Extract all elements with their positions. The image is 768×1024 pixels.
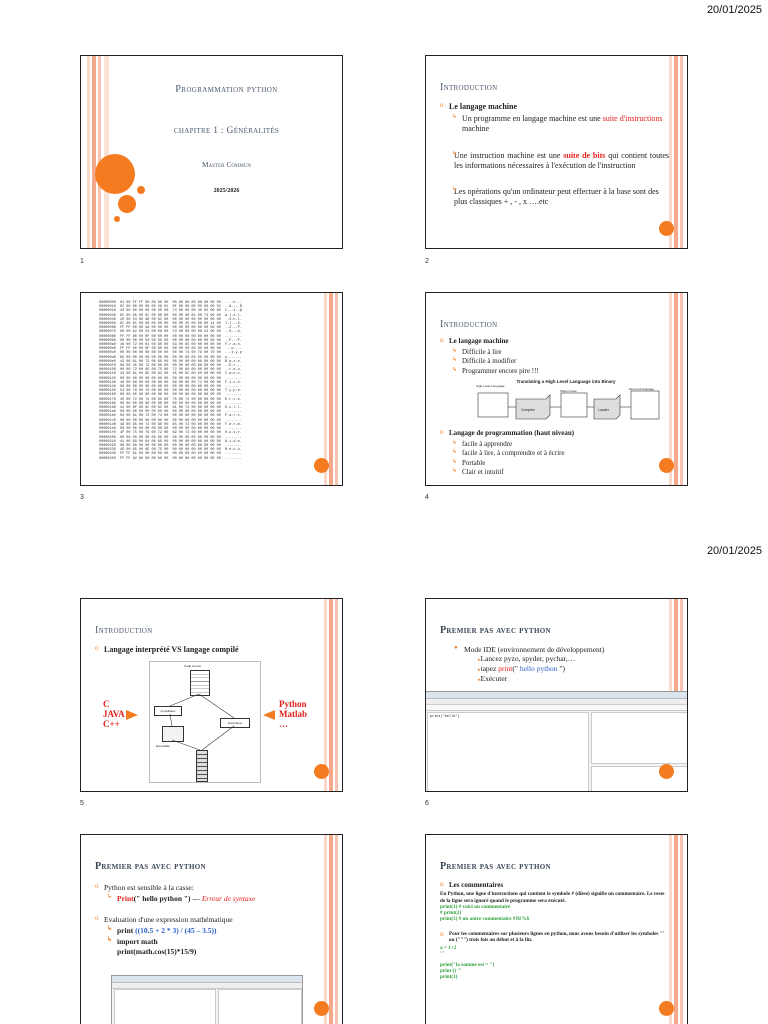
slide-2[interactable] [425,55,688,249]
tiny-orange-circle [114,216,120,222]
slide-1-year: 2025/2026 [213,188,240,194]
bullet-item: ↳ Un programme en langage machine est une suite d'instructions machine [440,114,669,134]
hex-dump: 00000000 01 00 FF FF 00 00 00 00 00 00 00 00 68 00 00 00 ....h... 00000010 0C 00 00 00 00 00 26 01 0F 00 00 00 00 00 00 52 ..&....R 00000020 43 00 00 00 00 00 00 00 74 00 00 00 40 02 00 80 C...t..@ 00000030 6C 00 65 00 6C 00 00 00 00 00 00 65 00 73 00 00 a.l.e.l. 00000040 20 00 53 00 68 00 6C 00 00 00 00 00 00 00 00 00 .S.h.l. 00000050 6C 00 6C 00 00 00 00 00 00 00 35 00 00 00 14 00 l.l...5. 00000060 FF FF 00 00 5A 00 00 00 00 00 00 00 00 00 50 00 ..Z...P. 00000070 00 00 A2 00 53 00 08 00 C3 00 00 00 00 23 00 00 ..S...#. 00000080 FF FF 80 00 0F 00 00 00 00 00 00 00 00 00 00 00 ........ 00000090 00 00 00 00 50 00 00 00 00 00 00 00 00 00 50 00 ..P...P. 000000a0 46 00 72 00 61 00 6E 00 63 00 65 00 00 00 00 00 F.r.a.n. 000000b0 FF FF 00 00 6F 00 00 00 00 00 00 00 00 00 00 00 ...o.... 000000c0 00 00 00 00 00 00 00 00 00 00 74 00 79 00 70 00 ...t.y.p 000000d0 65 00 00 00 00 00 00 00 00 00 00 00 00 00 00 00 e....... 000000e0 42 00 61 00 73 00 65 00 00 00 00 00 00 00 00 00 B.a.s.e. 000000f0 00 00 45 00 72 00 00 00 00 00 00 00 00 00 00 00 ..E.r... 00000100 00 00 72 00 65 00 75 00 72 00 00 00 00 00 00 00 ..r.e.u. 00000110 43 00 61 00 6E 00 63 00 65 00 6C 00 00 00 00 00 C.a.n.c. 00000120 00 00 00 00 00 00 00 00 00 00 00 00 00 00 00 00 ........ 00000130 46 00 69 00 63 00 68 00 69 00 65 00 72 00 00 00 F.i.c.h. 00000140 00 00 00 00 00 00 00 00 00 00 00 00 00 00 00 00 ........ 00000150 54 00 79 00 70 00 65 00 00 00 00 00 00 00 00 00 T.y.p.e. 00000160 00 00 00 00 00 00 00 00 00 00 00 00 00 00 00 00 ........ 00000170 45 00 72 00 72 00 65 00 75 00 72 00 00 00 00 00 E.r.r.e. 00000180 00 00 00 00 00 00 00 00 00 00 00 00 00 00 00 00 ........ 00000190 44 00 6F 00 6C 00 6C 00 61 00 72 00 00 00 00 00 D.o.l.l. 000001a0 00 00 00 00 00 00 00 00 00 00 00 00 00 00 00 00 ........ 000001b0 50 00 61 00 72 00 74 00 00 00 00 00 00 00 00 00 P.a.r.t. 000001c0 00 00 00 00 00 00 00 00 00 00 00 00 00 00 00 00 ........ 000001d0 46 00 65 00 72 00 6D 00 65 00 72 00 00 00 00 00 F.e.r.m. 000001e0 00 00 00 00 00 00 00 00 00 00 00 00 00 00 00 00 ........ 000001f0 4F 00 75 00 76 00 72 00 69 00 72 00 00 00 00 00 O.u.v.r. 00000200 00 00 00 00 00 00 00 00 00 00 00 00 00 00 00 00 ........ 00000210 41 00 69 00 64 00 65 00 00 00 00 00 00 00 00 00 A.i.d.e. 00000220 00 00 00 00 00 00 00 00 00 00 00 00 00 00 00 00 ........ 00000230 4D 00 65 00 6E 00 75 00 00 00 00 00 00 00 00 00 M.e.n.u. 00000240 FF FF 81 00 00 00 00 00 00 00 00 00 00 00 00 00 ........ 00000250 FF FF 82 00 00 00 00 00 00 00 00 00 00 00 00 00 ........ [99,301,242,461]
code-line: print("la somme est = ") [440,961,495,968]
ide-screenshot [425,691,688,792]
slide-7-body [95,881,324,956]
bullet-item: ● Mode IDE (environnement de développement) [454,645,605,654]
bullet-heading: o Langage de programmation (haut niveau) [440,429,669,438]
right-arrow-icon [126,710,138,720]
orange-dot [659,764,674,779]
orange-dot [659,1001,674,1016]
slide-2-title: Introduction [440,82,498,93]
bullet-item: ↳ Les opérations qu'un ordinateur peut effectuer à la base sont des plus classiques + , - , x ….etc [440,187,669,207]
diagram-label-compiler: Compilateur [154,706,182,716]
compiled-languages: C JAVA C++ [103,699,125,729]
bullet-item: ↳ Difficile à modifier [440,357,669,366]
slide-6-body [454,645,669,684]
slide-number-2: 2 [425,258,429,265]
ide-screenshot [111,975,303,1024]
slide-1-title: Programmation python [175,84,278,95]
code-line: print(3) # un autre commentaire #!$!%$ [440,916,530,923]
figure-title: Translating a High Level Language into Binary [516,379,616,384]
slide-4-body [440,335,669,376]
code-line: ''' [440,951,445,958]
bullet-item: ↳ Programmer encore pire !!! [440,367,669,376]
ide-code: print("hello") [430,715,460,719]
bullet-item: o Python est sensible à la casse: [95,883,324,892]
orange-dot [314,764,329,779]
diagram-label-source: Code source [184,664,202,668]
code-line: print(1) # voici un commentaire [440,903,511,910]
ide-editor-pane [427,712,589,792]
slide-number-5: 5 [80,800,84,807]
paragraph: En Python, une ligne d'instructions qui contient le symbole # (dièse) signifie un commentaire. Le reste de la ligne sera ignoré quand le programme sera exécuté. [440,891,665,904]
page-date-top: 20/01/2025 [706,4,762,16]
bullet-item: ↳ print ((10.5 + 2 * 3) / (45 – 3.5)) [95,926,324,935]
medium-orange-circle [118,195,136,213]
bullet-item: ↳ import math [95,937,324,946]
stripe-decoration [324,835,338,1024]
slide-4-title: Introduction [440,319,498,330]
bullet-item: ▸Lancez pyzo, spyder, pychar,… [478,654,576,664]
slide-6-title: Premier pas avec python [440,625,551,636]
slide-8-title: Premier pas avec python [440,861,551,872]
bullet-item: ▸tapez print(" hello python ") [478,664,565,674]
bullet-item: ↳ Clair et intuitif [440,468,669,477]
stripe-decoration [324,293,338,485]
code-line: print(1) [440,973,458,980]
bullet-heading: o Le langage machine [440,337,669,346]
slide-4[interactable] [425,292,688,486]
diagram-label-executable: Exécutable [156,744,170,748]
slide-4-body-2 [440,427,669,478]
compiler-cube [516,395,550,419]
slide-1-audience: Master Commun [201,160,252,169]
bullet-item: ↳ Print(" hello python ") --- Erreur de syntaxe [95,894,324,903]
bullet-heading: o Le langage machine [440,102,669,112]
code-line: print(math.cos(15)*15/9) [117,946,197,956]
stripe-decoration [87,56,109,248]
bullet-item: ↳ facile à apprendre [440,440,669,449]
bullet-item: ↳ Portable [440,459,669,468]
bullet-item: ↳ Une instruction machine est une suite de bits qui contient toutes les informations nécessaires à l'exécution de l'instruction [440,151,669,171]
orange-dot [659,221,674,236]
slide-number-6: 6 [425,800,429,807]
source-box [478,393,508,417]
stripe-decoration [669,56,683,248]
fig-label-memory: Memory/Language [629,387,655,391]
loader-cube [594,395,620,419]
fig-label-loader: Loader [598,408,609,412]
bullet-item: ▸Exécuter [478,674,508,684]
slide-2-body [440,100,669,207]
fig-label-high-level: High-Level Language [476,384,505,388]
slide-1[interactable] [80,55,343,249]
code-line: # print(2) [440,910,462,917]
fig-label-compiler: Compiler [521,408,536,412]
bullet-item: o Evaluation d'une expression mathématique [95,915,324,924]
slide-8-body [440,879,669,980]
bullet-item: ↳ facile à lire, à comprendre et à écrire [440,449,669,458]
slide-1-subtitle: chapitre 1 : Généralités [173,126,280,136]
slide-5-title: Introduction [95,625,153,636]
slide-3[interactable] [80,292,343,486]
slide-number-3: 3 [80,494,84,501]
left-arrow-icon [263,710,275,720]
object-code-box [561,393,587,417]
fig-label-object-code: Object Code [560,389,577,393]
compile-interpret-diagram [149,661,261,783]
orange-dot [314,458,329,473]
slide-6[interactable] [425,598,688,792]
stripe-decoration [324,599,338,791]
ide-console-pane [591,712,688,764]
bullet-item: ↳ Difficile à lire [440,348,669,357]
page-date-mid: 20/01/2025 [706,545,762,557]
bullet-heading: o Langage interprété VS langage compilé [95,645,324,655]
stripe-decoration [669,835,683,1024]
slide-7-title: Premier pas avec python [95,861,206,872]
memory-box [631,391,659,419]
code-line: print () ''' [440,967,462,974]
diagram-label-interpreter: Interpréteur [220,718,250,728]
orange-dot [314,1001,329,1016]
slide-5[interactable] [80,598,343,792]
code-line: a = 1+2 [440,945,457,952]
slide-number-4: 4 [425,494,429,501]
slide-8[interactable] [425,834,688,1024]
slide-number-1: 1 [80,258,84,265]
interpreted-languages: Python Matlab … [279,699,307,729]
bullet-heading: o Les commentaires [440,881,669,889]
bullet-item: o Pour les commentaires sur plusieurs lignes en python, nous avons besoin d'utiliser les symboles ''' ou (""") trois fois au début et à la fin. [440,931,669,943]
slide-5-body [95,643,324,657]
slide-7[interactable] [80,834,343,1024]
